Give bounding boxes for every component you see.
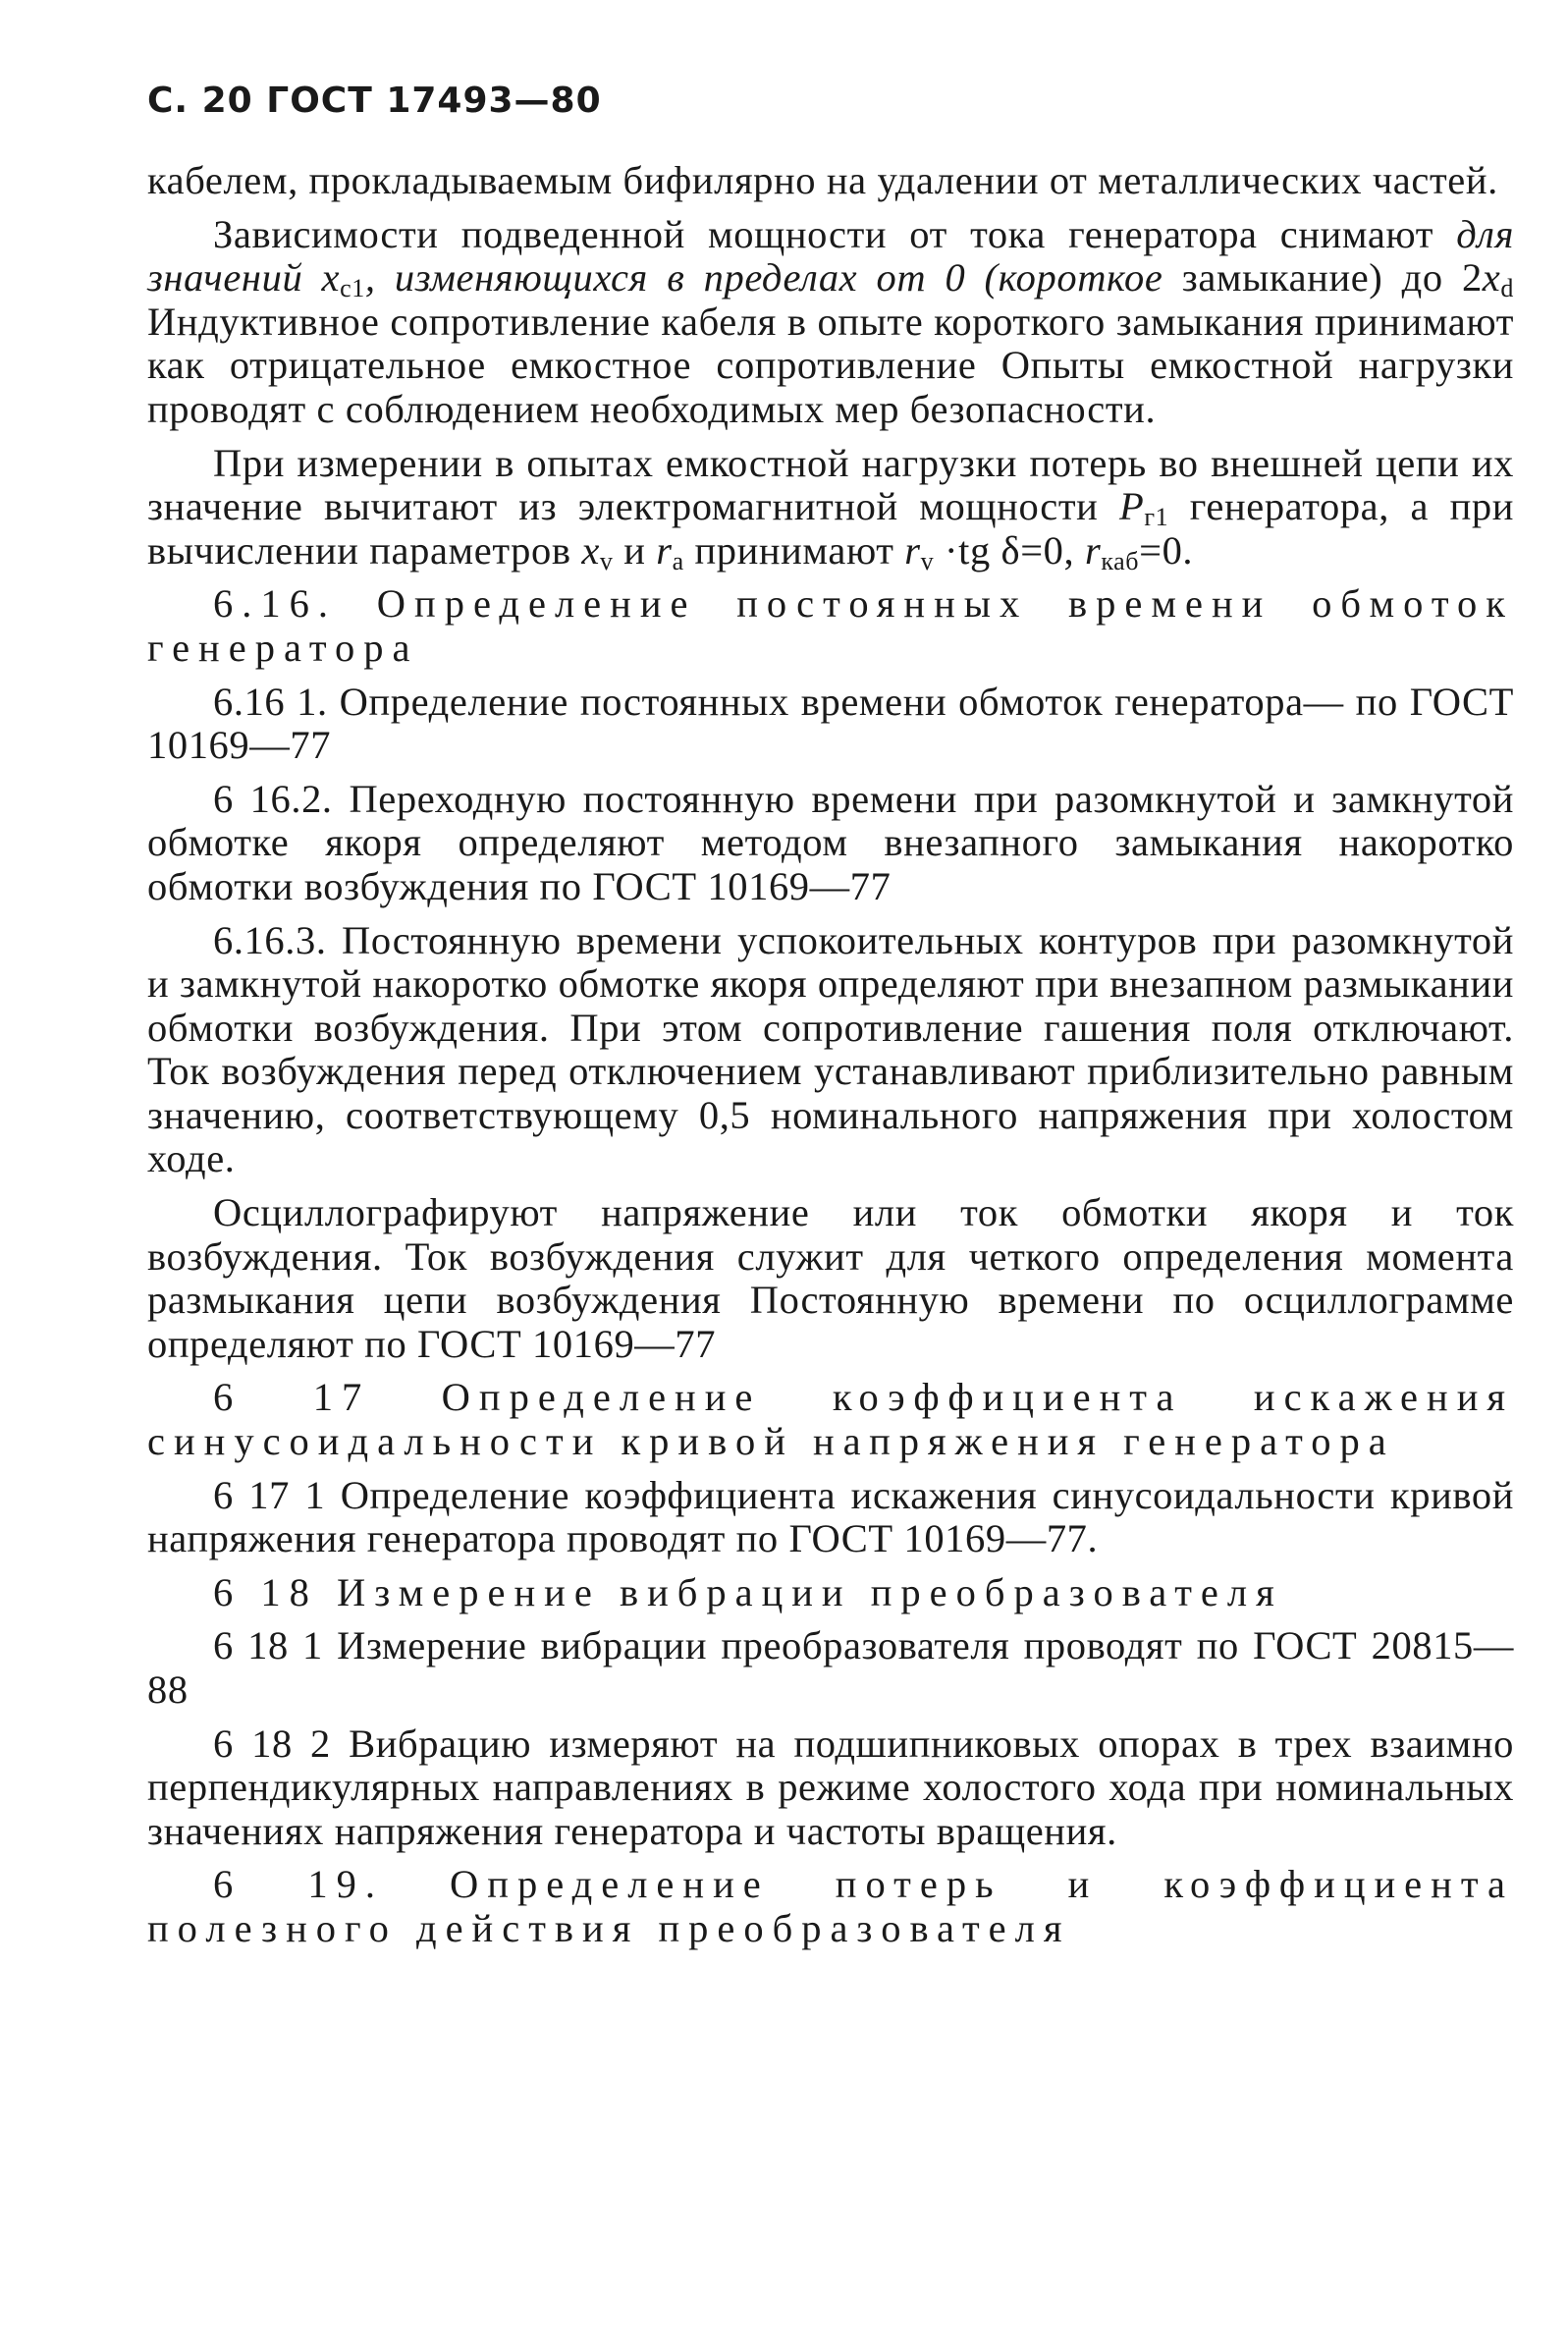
paragraph-power-dependence: Зависимости подведенной мощности от тока генератора снимают для значений $x_{c1}$, изменяющихся в пределах от 0 (короткое замыкание) до $2x_d$ Индуктивное сопротивление кабеля в опыте короткого замыкания принимают как отрицательное емкостное сопротивление Опыты емкостной нагрузки проводят с соблюдением необходимых мер безопасности.: [147, 211, 1514, 431]
document-body: [147, 159, 1514, 1961]
section-heading-6-16: 6.16. Определение постоянных времени обмоток генератора: [147, 581, 1514, 670]
clause-6-16-2: 6 16.2. Переходную постоянную времени при разомкнутой и замкнутой обмотке якоря определяют методом внезапного замыкания накоротко обмотки возбуждения по ГОСТ 10169—77: [147, 776, 1514, 908]
clause-6-18-1: 6 18 1 Измерение вибрации преобразователя проводят по ГОСТ 20815—88: [147, 1623, 1514, 1712]
page-header: С. 20 ГОСТ 17493—80: [147, 81, 602, 121]
document-page: [147, 0, 1514, 2349]
section-heading-6-17: 6 17 Определение коэффициента искажения синусоидальности кривой напряжения генератора: [147, 1375, 1514, 1464]
paragraph-cable: кабелем, прокладываемым бифилярно на удалении от металлических частей.: [147, 158, 1498, 202]
clause-6-18-2: 6 18 2 Вибрацию измеряют на подшипниковых опорах в трех взаимно перпендикулярных направлениях в режиме холостого хода при номинальных значениях напряжения генератора и частоты вращения.: [147, 1721, 1514, 1853]
clause-6-16-3: 6.16.3. Постоянную времени успокоительных контуров при разомкнутой и замкнутой накоротко обмотке якоря определяют при внезапном размыкании обмотки возбуждения. При этом сопротивление гашения поля отключают. Ток возбуждения перед отключением устанавливают приблизительно равным значению, соответствующему 0,5 номинального напряжения при холостом ходе.: [147, 917, 1514, 1181]
paragraph-capacitive-load: При измерении в опытах емкостной нагрузки потерь во внешней цепи их значение вычитают из электромагнитной мощности $P_{г1}$ генератора, а при вычислении параметров $x_v$ и $r_a$ принимают $r_v \cdot tg$ δ=0, $r_{каб}=0$.: [147, 440, 1514, 575]
section-heading-6-19: 6 19. Определение потерь и коэффициента полезного действия преобразователя: [147, 1862, 1514, 1950]
section-heading-6-18: 6 18 Измерение вибрации преобразователя: [213, 1569, 1283, 1614]
clause-6-16-1: 6.16 1. Определение постоянных времени обмоток генератора— по ГОСТ 10169—77: [147, 679, 1514, 768]
paragraph-oscillography: Осциллографируют напряжение или ток обмотки якоря и ток возбуждения. Ток возбуждения служит для четкого определения момента размыкания цепи возбуждения Постоянную времени по осциллограмме определяют по ГОСТ 10169—77: [147, 1190, 1514, 1366]
clause-6-17-1: 6 17 1 Определение коэффициента искажения синусоидальности кривой напряжения генератора проводят по ГОСТ 10169—77.: [147, 1472, 1514, 1561]
